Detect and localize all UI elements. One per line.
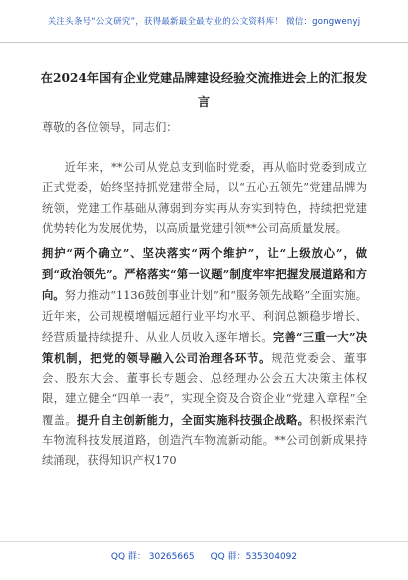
salutation: 尊敬的各位领导，同志们： xyxy=(42,121,178,134)
para2-third-topic: 提升自主创新能力，全面实施科技强企战略。 xyxy=(76,412,310,427)
page-footer xyxy=(0,544,408,566)
footer-qq-group-1: QQ 群： 30265665 xyxy=(110,551,195,562)
footer-qq-group-2: QQ 群：535304092 xyxy=(210,551,298,562)
para2-first-topic-text: 努力推动“1136鼓创事业计划”和“服务领先战略”全面实施。近年来，公司规模增幅远超行业平均水平、利润总额稳步增长、经营质量持续提升、从业人员收入逐年增长。 xyxy=(42,289,367,344)
para2-second-topic: 完善“三重一大”决策机制，把党的领导融入公司治理各环节。 xyxy=(42,329,367,366)
document-body xyxy=(42,118,367,471)
paragraph-intro: 近年来，**公司从党总支到临时党委，再从临时党委到成立正式党委，始终坚持抓党建带全局，以“五心五领先”党建品牌为统领，党建工作基础从薄弱到夯实再从夯实到特色，持续把党建优势转化为发展优势，以高质量党建引领**公司高质量发展。 xyxy=(42,161,367,235)
document-title: 在2024年国有企业党建品牌建设经验交流推进会上的汇报发言 xyxy=(40,71,368,109)
para2-heading: 拥护“两个确立”、坚决落实“两个维护”，让“上级放心”，做到“政治领先”。 xyxy=(42,246,367,282)
header-promo-note: 关注头条号“公文研究”，获得最新最全最专业的公文资料库！ 微信：gongwenyj xyxy=(47,17,361,27)
page-header xyxy=(0,0,408,42)
para2-second-topic-text: 规范党委会、董事会、股东大会、董事长专题会、总经理办公会五大决策主体权限，建立健全“四单一表”，实现全资及合资企业“党建入章程”全覆盖。 xyxy=(42,352,367,427)
para2-first-topic: 严格落实“第一议题”制度牢牢把握发展道路和方向。 xyxy=(42,267,368,303)
header-divider xyxy=(0,42,408,43)
paragraph-political xyxy=(42,243,367,471)
footer-divider xyxy=(0,541,408,542)
para2-third-topic-text: 积极探索汽车物流科技发展道路，创造汽车物流新动能。**公司创新成果持续涌现，获得知识产权170 xyxy=(42,413,367,468)
